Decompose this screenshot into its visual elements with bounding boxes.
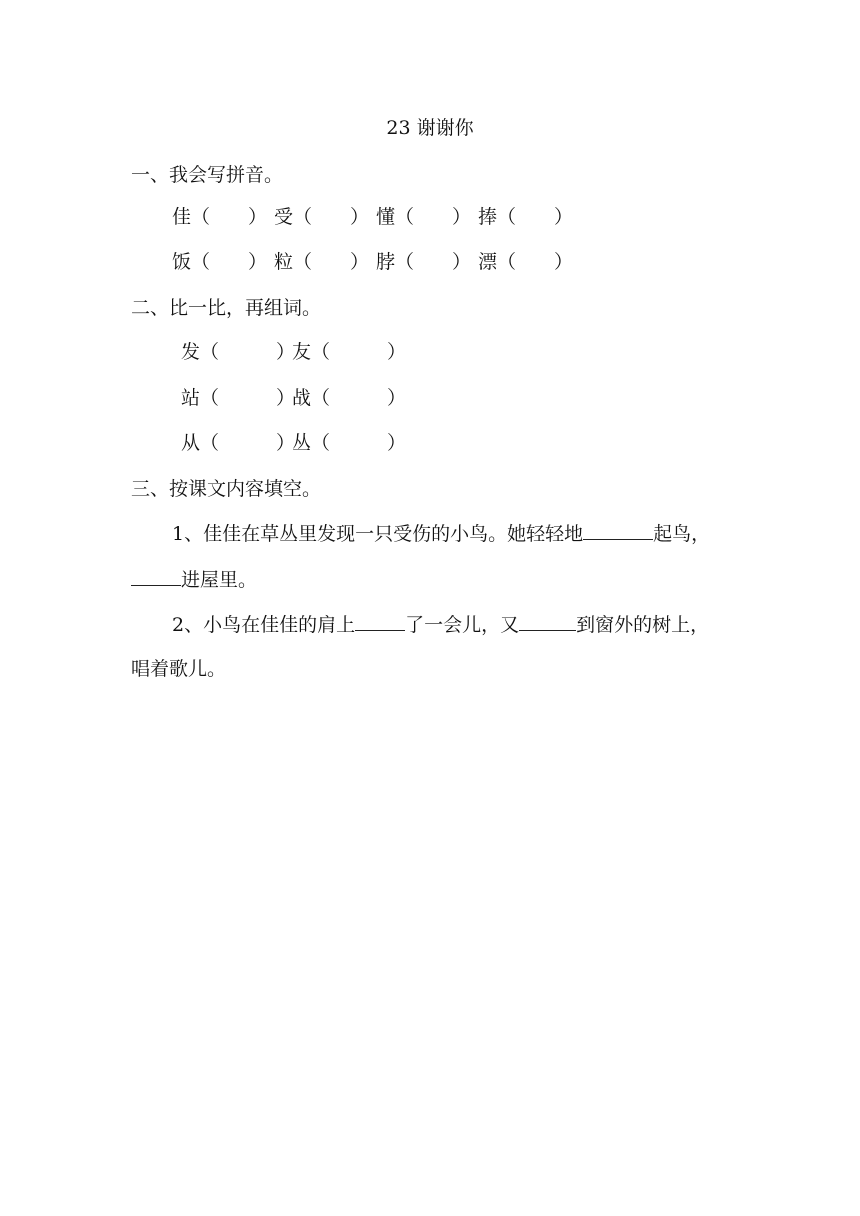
question-text: 2、小鸟在佳佳的肩上 [172,614,356,636]
question-1-line-1 [172,521,710,546]
pinyin-item[interactable]: 受（ ） [274,206,370,228]
pinyin-item[interactable]: 懂（ ） [376,206,472,228]
answer-blank[interactable] [583,521,653,540]
question-text: 进屋里。 [181,569,258,591]
pinyin-row-1 [172,205,580,229]
word-item[interactable]: 发（ ） [181,341,296,363]
pinyin-item[interactable]: 粒（ ） [274,251,370,273]
pinyin-item[interactable]: 佳（ ） [172,206,268,228]
answer-blank[interactable] [355,612,405,631]
question-text: 到窗外的树上， [576,614,710,636]
pinyin-item[interactable]: 脖（ ） [376,251,472,273]
question-text: 起鸟， [653,523,711,545]
pinyin-item[interactable]: 捧（ ） [478,206,574,228]
pinyin-item[interactable]: 漂（ ） [478,251,574,273]
answer-blank[interactable] [519,612,576,631]
word-item[interactable]: 战（ ） [292,387,407,409]
question-text: 唱着歌儿。 [131,658,227,680]
page-title: 23 谢谢你 [386,117,474,139]
pinyin-item[interactable]: 饭（ ） [172,251,268,273]
word-item[interactable]: 站（ ） [181,387,296,409]
word-item[interactable]: 丛（ ） [292,432,407,454]
question-2-line-1 [172,612,709,637]
compare-row-3 [181,431,407,455]
compare-row-2 [181,386,407,410]
question-text: 1、佳佳在草丛里发现一只受伤的小鸟。她轻轻地 [172,523,584,545]
compare-row-1 [181,340,407,364]
word-item[interactable]: 从（ ） [181,432,296,454]
question-1-line-2 [131,567,257,592]
word-item[interactable]: 友（ ） [292,341,407,363]
answer-blank[interactable] [131,567,181,586]
section-heading-fill: 三、按课文内容填空。 [131,478,322,500]
section-heading-compare: 二、比一比，再组词。 [131,297,322,319]
pinyin-row-2 [172,250,580,274]
question-2-line-2 [131,657,226,681]
question-text: 了一会儿，又 [405,614,520,636]
section-heading-pinyin: 一、我会写拼音。 [131,164,284,186]
